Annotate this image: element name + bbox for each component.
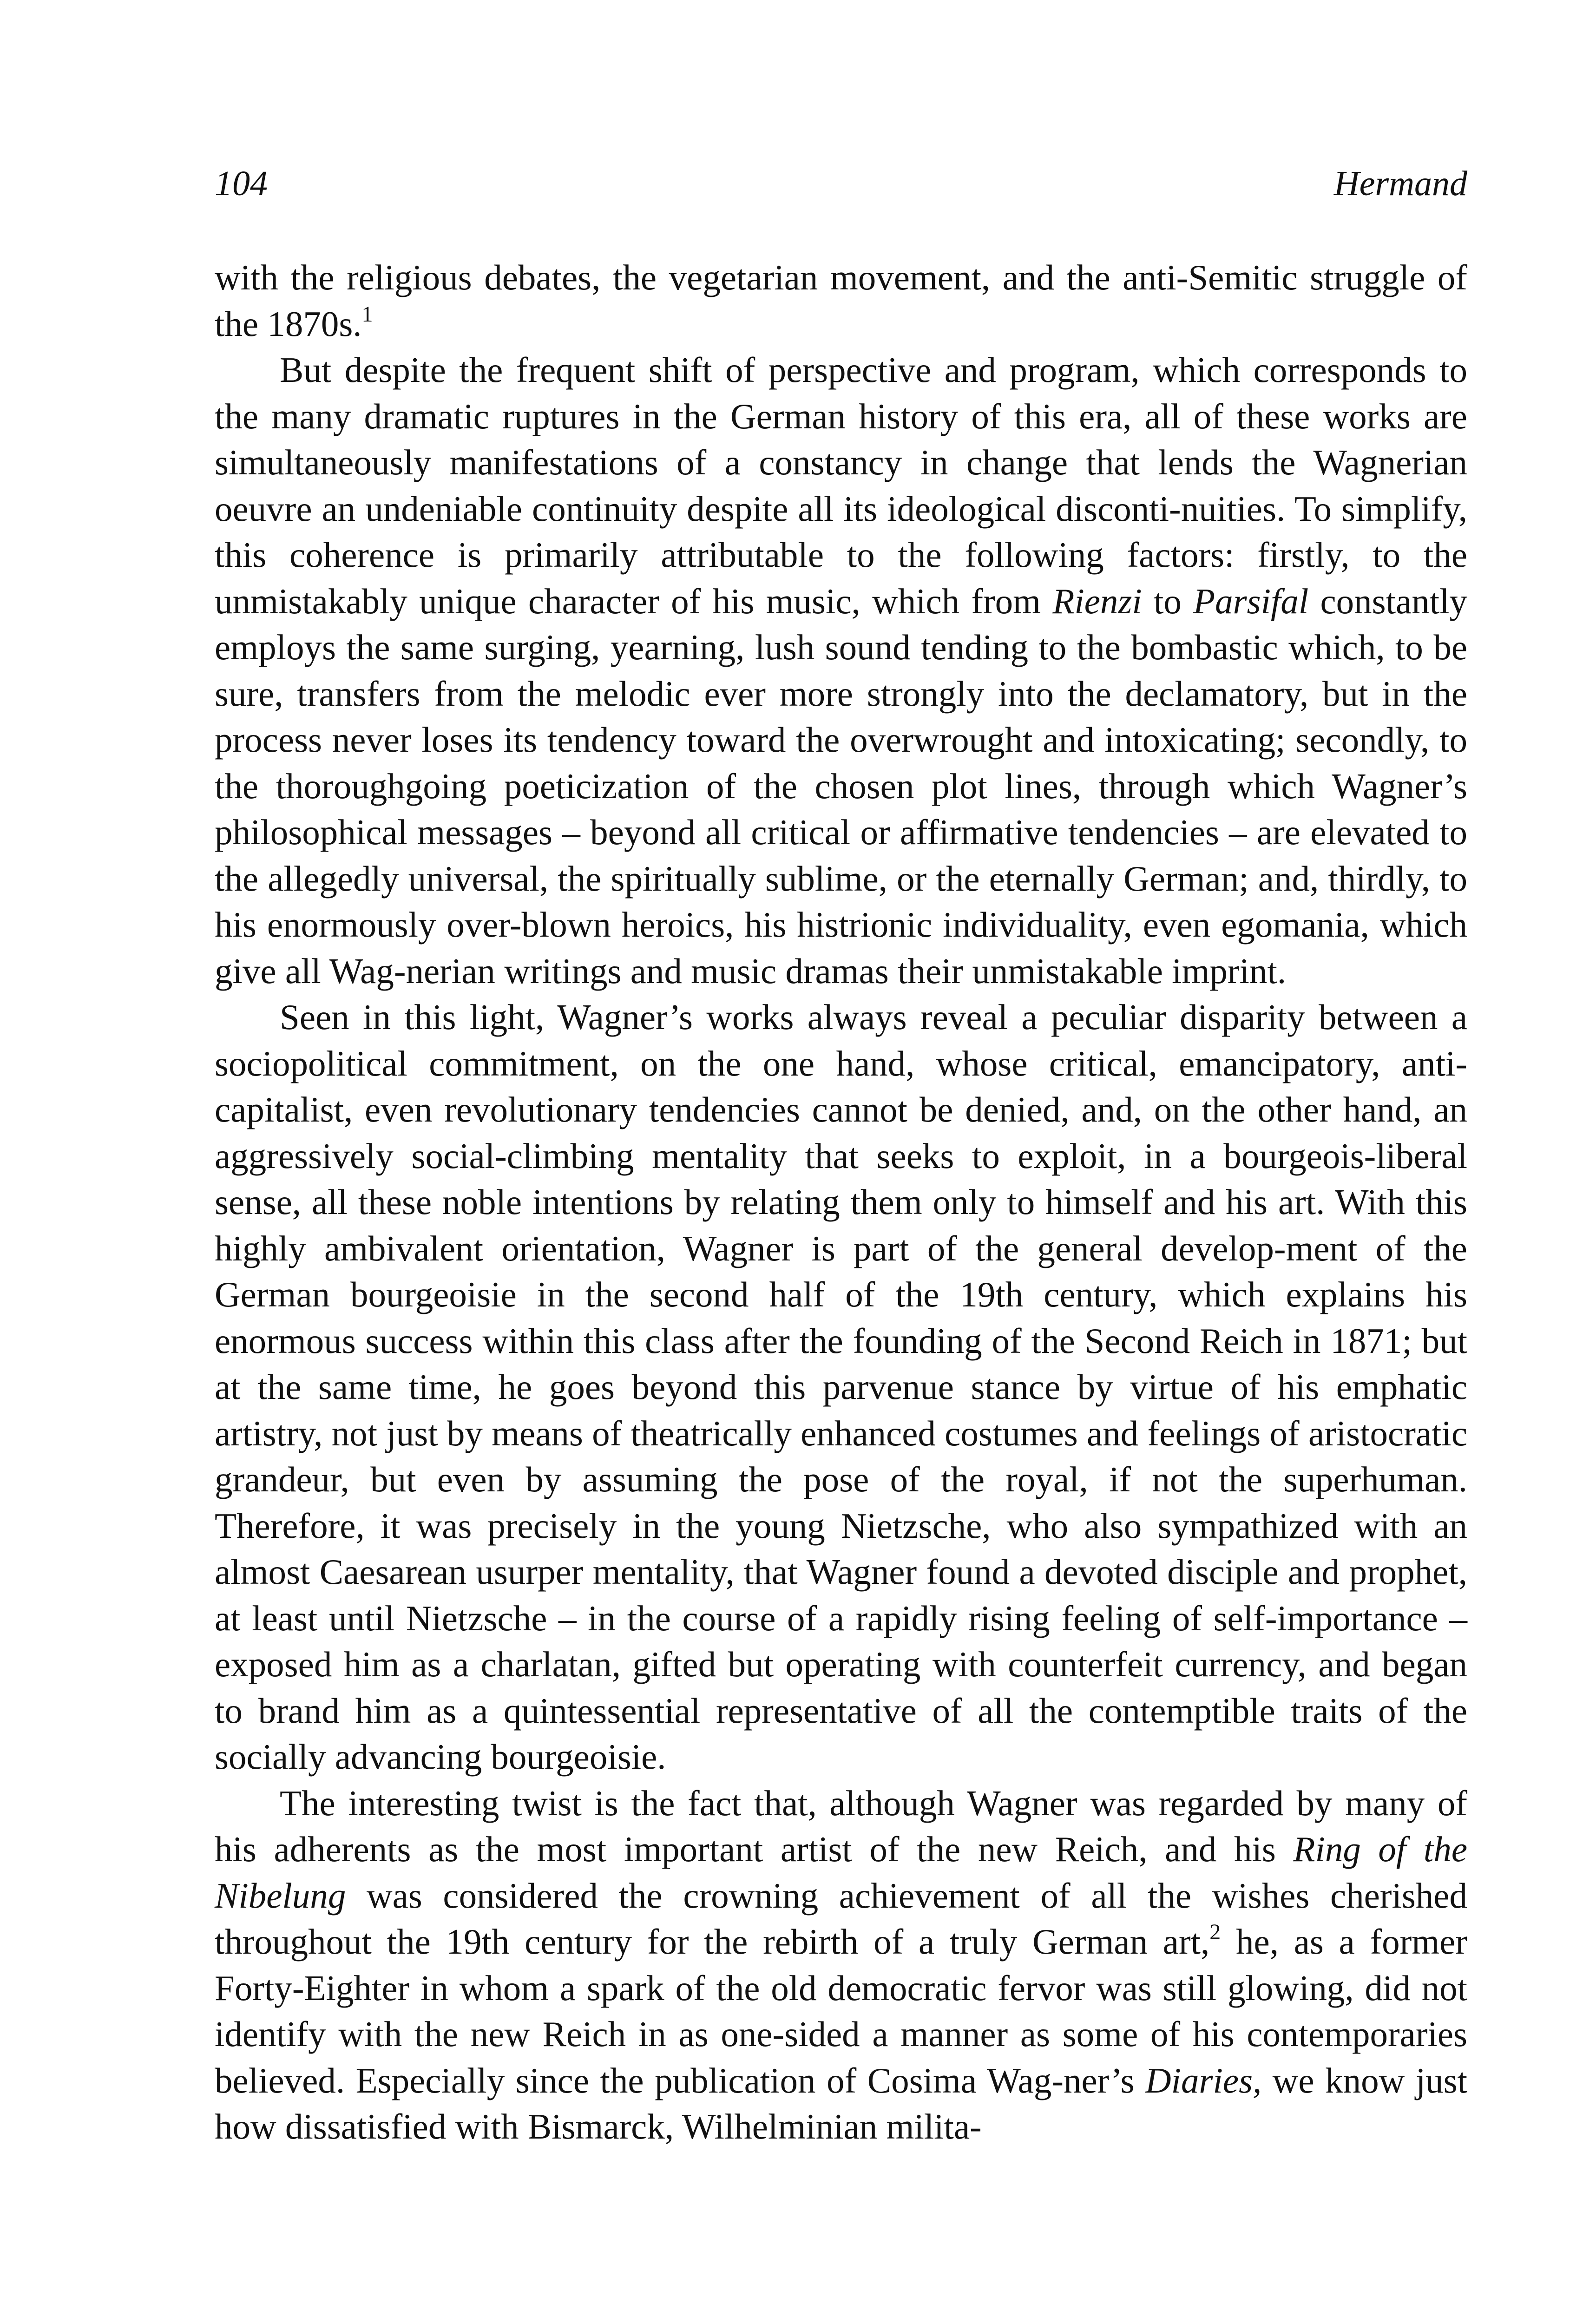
paragraph bbox=[215, 347, 1467, 994]
text-run: to bbox=[1142, 581, 1194, 621]
paragraph bbox=[215, 994, 1467, 1780]
page-number: 104 bbox=[215, 164, 268, 203]
text-run: The interesting twist is the fact that, although Wagner was regarded by many of his adherents as the most important artist of the new Reich, and his bbox=[215, 1783, 1467, 1869]
italic-title: Diaries, bbox=[1145, 2060, 1262, 2100]
body-text bbox=[215, 255, 1467, 2150]
text-run: constantly employs the same surging, yearning, lush sound tending to the bombastic which, to be sure, transfers from the melodic ever more strongly into the declamatory, but in the process never loses its tendency toward the overwrought and intoxicating; secondly, to the thoroughgoing poeticization of the chosen plot lines, through which Wagner’s philosophical messages – beyond all critical or affirmative tendencies – are elevated to the allegedly universal, the spiritually sublime, or the eternally German; and, thirdly, to his enormously over-blown heroics, his histrionic individuality, even egomania, which give all Wag-nerian writings and music dramas their unmistakable imprint. bbox=[215, 581, 1467, 991]
paragraph bbox=[215, 1780, 1467, 2150]
footnote-marker: 2 bbox=[1209, 1920, 1221, 1945]
footnote-marker: 1 bbox=[361, 302, 373, 327]
page-header bbox=[215, 158, 1467, 209]
text-run: was considered the crowning achievement of all the wishes cherished throughout the 19th century for the rebirth of a truly German art, bbox=[215, 1875, 1467, 1962]
text-run: Seen in this light, Wagner’s works always reveal a peculiar disparity between a sociopolitical commitment, on the one hand, whose critical, emancipatory, anti-capitalist, even revolutionary tendencies cannot be denied, and, on the other hand, an aggressively social-climbing mentality that seeks to exploit, in a bourgeois-liberal sense, all these noble intentions by relating them only to himself and his art. With this highly ambivalent orientation, Wagner is part of the general develop-ment of the German bourgeoisie in the second half of the 19th century, which explains his enormous success within this class after the founding of the Second Reich in 1871; but at the same time, he goes beyond this parvenue stance by virtue of his emphatic artistry, not just by means of theatrically enhanced costumes and feelings of aristocratic grandeur, but even by assuming the pose of the royal, if not the superhuman. Therefore, it was precisely in the young Nietzsche, who also sympathized with an almost Caesarean usurper mentality, that Wagner found a devoted disciple and prophet, at least until Nietzsche – in the course of a rapidly rising feeling of self-importance – exposed him as a charlatan, gifted but operating with counterfeit currency, and began to brand him as a quintessential representative of all the contemptible traits of the socially advancing bourgeoisie. bbox=[215, 997, 1467, 1777]
italic-title: Rienzi bbox=[1052, 581, 1142, 621]
text-run: we know just how dissatisfied with Bismarck, Wilhelminian milita- bbox=[215, 2060, 1467, 2146]
paragraph-continued bbox=[215, 255, 1467, 347]
text-run: he, as a former Forty-Eighter in whom a spark of the old democratic fervor was still glowing, did not identify with the new Reich in as one-sided a manner as some of his contemporaries believed. Especially since the publication of Cosima Wag-ner’s bbox=[215, 1922, 1467, 2100]
italic-title: Parsifal bbox=[1193, 581, 1309, 621]
running-head: Hermand bbox=[1333, 164, 1467, 203]
italic-title: Ring of the Nibelung bbox=[215, 1829, 1467, 1916]
text-run: with the religious debates, the vegetarian movement, and the anti-Semitic struggle of the 1870s. bbox=[215, 257, 1467, 344]
text-run: But despite the frequent shift of perspective and program, which corresponds to the many dramatic ruptures in the German history of this era, all of these works are simultaneously manifestations of a constancy in change that lends the Wagnerian oeuvre an undeniable continuity despite all its ideological disconti-nuities. To simplify, this coherence is primarily attributable to the following factors: firstly, to the unmistakably unique character of his music, which from bbox=[215, 350, 1467, 621]
